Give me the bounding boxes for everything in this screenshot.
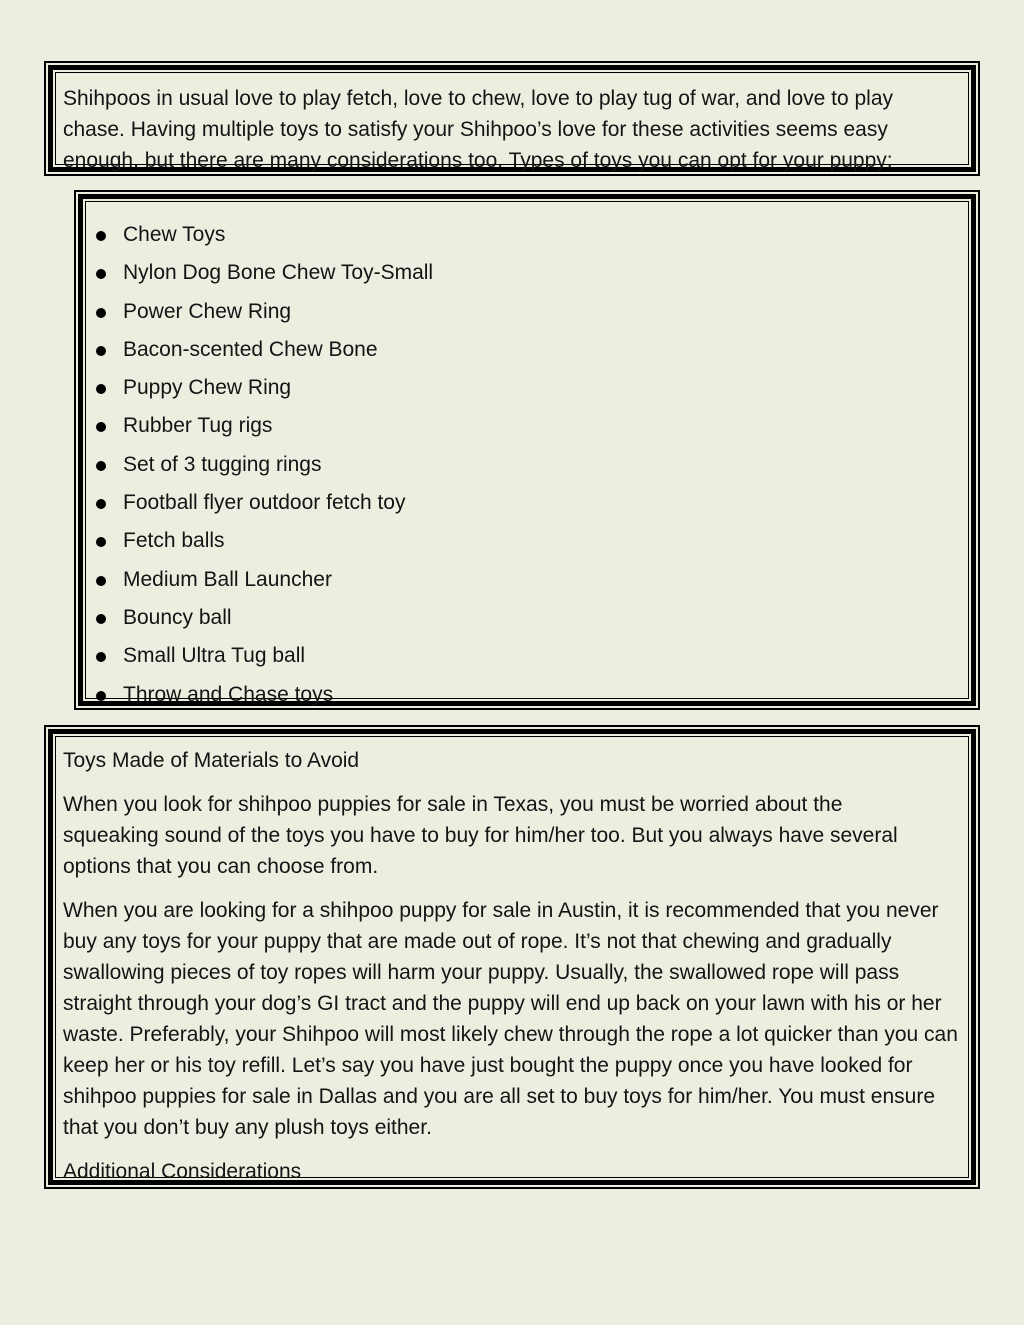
paragraph-austin: When you are looking for a shihpoo puppy for sale in Austin, it is recommended that you never buy any toys for your puppy that are made out of rope. It’s not that chewing and gradually swallowing pieces of toy ropes will harm your puppy. Usually, the swallowed rope will pass straight through your dog’s GI tract and the puppy will end up back on your lawn with his or her waste. Preferably, your Shihpoo will most likely chew through the rope a lot quicker than you can keep her or his toy refill. Let’s say you have just bought the puppy once you have looked for shihpoo puppies for sale in Dallas and you are all set to buy toys for him/her. You must ensure that you don’t buy any plush toys either.: [63, 899, 958, 1139]
section-heading: Toys Made of Materials to Avoid: [63, 749, 360, 772]
list-item: [86, 331, 968, 369]
bullet-icon: [96, 691, 106, 701]
list-item-label: Power Chew Ring: [123, 299, 292, 323]
list-item-label: Chew Toys: [123, 223, 226, 246]
list-item: [86, 561, 968, 599]
list-item: [86, 216, 968, 254]
list-item-label: Throw and Chase toys: [123, 682, 334, 706]
materials-box-border: [48, 729, 976, 1185]
list-item: [86, 293, 968, 331]
list-item-label: Rubber Tug rigs: [123, 414, 273, 438]
intro-box: [44, 61, 980, 176]
bullet-icon: [96, 652, 106, 662]
materials-box: [44, 725, 980, 1189]
bullet-icon: [96, 231, 106, 241]
list-item: [86, 637, 968, 675]
bullet-icon: [96, 308, 106, 318]
list-item: [86, 446, 968, 484]
intro-paragraph: Shihpoos in usual love to play fetch, love to chew, love to play tug of war, and love to play chase. Having multiple toys to satisfy your Shihpoo’s love for these activities seems easy enough, but there are many considerations too. Types of toys you can opt for your puppy:: [63, 87, 894, 172]
bullet-icon: [96, 499, 106, 509]
materials-box-content: [55, 736, 969, 1183]
list-item: [86, 254, 968, 292]
list-item: [86, 407, 968, 445]
toy-list-box-border: [78, 194, 976, 706]
list-item-label: Medium Ball Launcher: [123, 567, 332, 591]
list-item: [86, 484, 968, 522]
bullet-icon: [96, 537, 106, 547]
toy-list: [86, 202, 968, 714]
list-item-label: Set of 3 tugging rings: [123, 452, 322, 476]
list-item: [86, 676, 968, 714]
list-item-label: Puppy Chew Ring: [123, 376, 292, 400]
bullet-icon: [96, 461, 106, 471]
intro-box-content: [55, 72, 969, 172]
bullet-icon: [96, 614, 106, 624]
section-heading-additional: Additional Considerations: [63, 1160, 302, 1183]
toy-list-box-content: [85, 201, 969, 706]
list-item-label: Small Ultra Tug ball: [123, 644, 306, 668]
list-item: [86, 599, 968, 637]
bullet-icon: [96, 384, 106, 394]
list-item-label: Bouncy ball: [123, 605, 232, 629]
paragraph-texas: When you look for shihpoo puppies for sale in Texas, you must be worried about the squeaking sound of the toys you have to buy for him/her too. But you always have several options that you can choose from.: [63, 793, 898, 878]
intro-box-border: [48, 65, 976, 172]
toy-list-box: [74, 190, 980, 710]
bullet-icon: [96, 269, 106, 279]
list-item-label: Nylon Dog Bone Chew Toy-Small: [123, 261, 434, 285]
list-item-label: Football flyer outdoor fetch toy: [123, 491, 406, 515]
bullet-icon: [96, 576, 106, 586]
list-item-label: Fetch balls: [123, 529, 225, 553]
list-item: [86, 369, 968, 407]
list-item-label: Bacon-scented Chew Bone: [123, 337, 378, 361]
bullet-icon: [96, 346, 106, 356]
bullet-icon: [96, 422, 106, 432]
list-item: [86, 522, 968, 560]
